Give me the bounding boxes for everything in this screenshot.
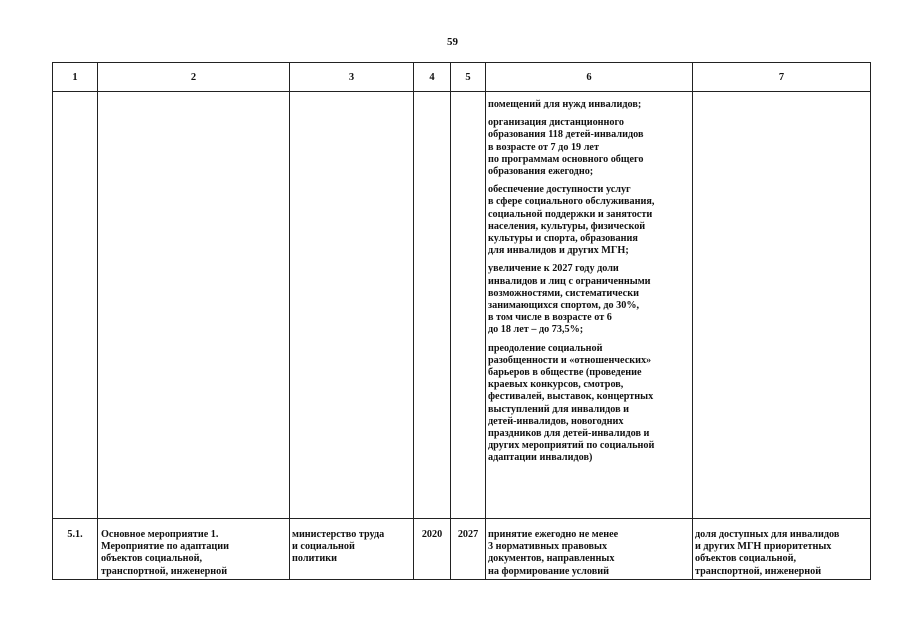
cont-cell-3 [290,92,414,519]
header-row [53,63,871,92]
measure-name: Основное мероприятие 1. Мероприятие по адаптации объектов социальной, транспортной, инженерной [101,529,230,577]
indicator: доля доступных для инвалидов и других МГН приоритетных объектов социальной, транспортной, инженерной [695,529,840,577]
expected-results-list [486,98,692,466]
end-year-cell [451,519,486,580]
result-paragraph: преодоление социальной разобщенности и «отношенческих» барьеров в обществе (проведение краевых конкурсов, смотров, фестивалей, выставок, концертных выступлений для инвалидов и детей-инвалидов, новогодних праздников для детей-инвалидов и других мероприятий по социальной адаптации инвалидов) [488,342,655,464]
result-paragraph: организация дистанционного образования 118 детей-инвалидов в возрасте от 7 до 19 лет по программам основного общего образования ежегодно; [488,117,644,178]
indicator-cell [693,519,871,580]
header-col-1: 1 [53,63,98,92]
cont-cell-5 [451,92,486,519]
result-paragraph: увеличение к 2027 году доли инвалидов и лиц с ограниченными возможностями, систематически занимающихся спортом, до 30%, в том числе в возрасте от 6 до 18 лет – до 73,5%; [488,263,651,336]
result-cell [486,519,693,580]
end-year: 2027 [457,529,479,540]
header-col-5: 5 [451,63,486,92]
result-paragraph: помещений для нужд инвалидов; [488,99,642,110]
header-col-7: 7 [693,63,871,92]
cont-cell-4 [414,92,451,519]
result-paragraph: обеспечение доступности услуг в сфере социального обслуживания, социальной поддержки и занятости населения, культуры, физической культуры и спорта, образования для инвалидов и других МГН; [488,184,655,257]
header-col-3: 3 [290,63,414,92]
expected-result: принятие ежегодно не менее 3 нормативных правовых документов, направленных на формирование условий [488,529,619,577]
header-col-4: 4 [414,63,451,92]
continuation-row [53,92,871,519]
cont-cell-6 [486,92,693,519]
header-col-6: 6 [486,63,693,92]
row-number-cell [53,519,98,580]
page-number: 59 [447,36,458,48]
table-row-5-1 [53,519,871,580]
executor-cell [290,519,414,580]
header-col-2: 2 [98,63,290,92]
measure-name-cell [98,519,290,580]
executor: министерство труда и социальной политики [292,529,385,565]
start-year: 2020 [421,529,443,540]
cont-cell-1 [53,92,98,519]
program-table [52,62,871,580]
row-number: 5.1. [67,529,83,540]
cont-cell-2 [98,92,290,519]
start-year-cell [414,519,451,580]
cont-cell-7 [693,92,871,519]
